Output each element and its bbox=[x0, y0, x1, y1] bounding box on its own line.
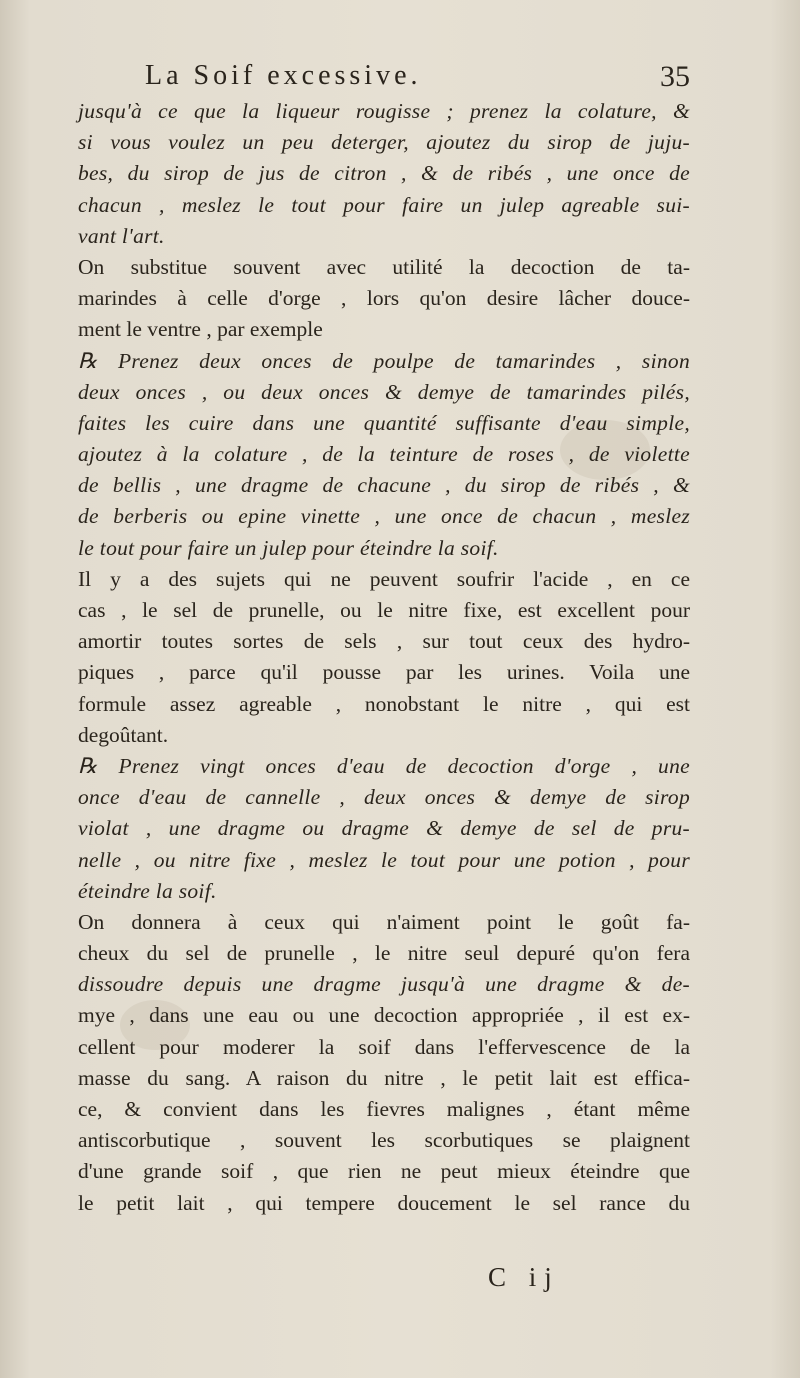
running-title: La Soif excessive. bbox=[145, 60, 422, 91]
text-line: degoûtant. bbox=[78, 722, 169, 747]
text-line: d'une grande soif , que rien ne peut mieux éteindre que bbox=[78, 1159, 690, 1184]
text-line: formule assez agreable , nonobstant le nitre , qui est bbox=[78, 691, 690, 716]
text-line: de bellis , une dragme de chacune , du sirop de ribés , & bbox=[78, 473, 690, 498]
text-line: deux onces , ou deux onces & demye de tamarindes pilés, bbox=[78, 379, 690, 404]
text-line: jusqu'à ce que la liqueur rougisse ; prenez la colature, & bbox=[78, 99, 690, 123]
text-line: On substitue souvent avec utilité la decoction de ta- bbox=[78, 254, 690, 279]
text-line: ment le ventre , par exemple bbox=[78, 317, 323, 342]
text-line: de berberis ou epine vinette , une once de chacun , meslez bbox=[78, 504, 690, 529]
signature-mark: C ij bbox=[488, 1262, 560, 1292]
text-line: On donnera à ceux qui n'aiment point le goût fa- bbox=[78, 909, 690, 934]
page-number: 35 bbox=[660, 60, 690, 93]
text-line: ℞ Prenez deux onces de poulpe de tamarindes , sinon bbox=[78, 348, 690, 373]
text-line: faites les cuire dans une quantité suffisante d'eau simple, bbox=[78, 410, 690, 435]
text-line: piques , parce qu'il pousse par les urines. Voila une bbox=[78, 660, 690, 685]
text-line: masse du sang. A raison du nitre , le petit lait est effica- bbox=[78, 1065, 690, 1090]
text-line: antiscorbutique , souvent les scorbutiques se plaignent bbox=[78, 1128, 690, 1153]
text-line: chacun , meslez le tout pour faire un julep agreable sui- bbox=[78, 192, 690, 217]
text-line: le tout pour faire un julep pour éteindre la soif. bbox=[78, 535, 499, 560]
text-line: amortir toutes sortes de sels , sur tout ceux des hydro- bbox=[78, 629, 690, 654]
text-line: le petit lait , qui tempere doucement le sel rance du bbox=[78, 1190, 690, 1215]
text-line: dissoudre depuis une dragme jusqu'à une dragme & de- bbox=[78, 972, 690, 997]
text-line: once d'eau de cannelle , deux onces & demye de sirop bbox=[78, 785, 690, 810]
text-line: marindes à celle d'orge , lors qu'on desire lâcher douce- bbox=[78, 286, 690, 311]
body-text bbox=[78, 96, 690, 1219]
text-line: Il y a des sujets qui ne peuvent soufrir l'acide , en ce bbox=[78, 566, 690, 591]
text-line: si vous voulez un peu deterger, ajoutez du sirop de juju- bbox=[78, 130, 690, 155]
page-header bbox=[130, 60, 690, 100]
text-line: éteindre la soif. bbox=[78, 878, 217, 903]
text-line: ce, & convient dans les fievres malignes , étant même bbox=[78, 1097, 690, 1121]
text-line: ajoutez à la colature , de la teinture de roses , de violette bbox=[78, 442, 690, 467]
text-line: cheux du sel de prunelle , le nitre seul depuré qu'on fera bbox=[78, 941, 690, 966]
text-line: cas , le sel de prunelle, ou le nitre fixe, est excellent pour bbox=[78, 598, 690, 622]
text-line: vant l'art. bbox=[78, 223, 165, 248]
text-line: cellent pour moderer la soif dans l'effervescence de la bbox=[78, 1034, 690, 1059]
text-line: nelle , ou nitre fixe , meslez le tout pour une potion , pour bbox=[78, 847, 690, 872]
text-line: bes, du sirop de jus de citron , & de ribés , une once de bbox=[78, 161, 690, 186]
text-line: ℞ Prenez vingt onces d'eau de decoction d'orge , une bbox=[78, 753, 690, 778]
text-line: mye , dans une eau ou une decoction appropriée , il est ex- bbox=[78, 1003, 690, 1028]
text-line: violat , une dragme ou dragme & demye de sel de pru- bbox=[78, 816, 690, 841]
